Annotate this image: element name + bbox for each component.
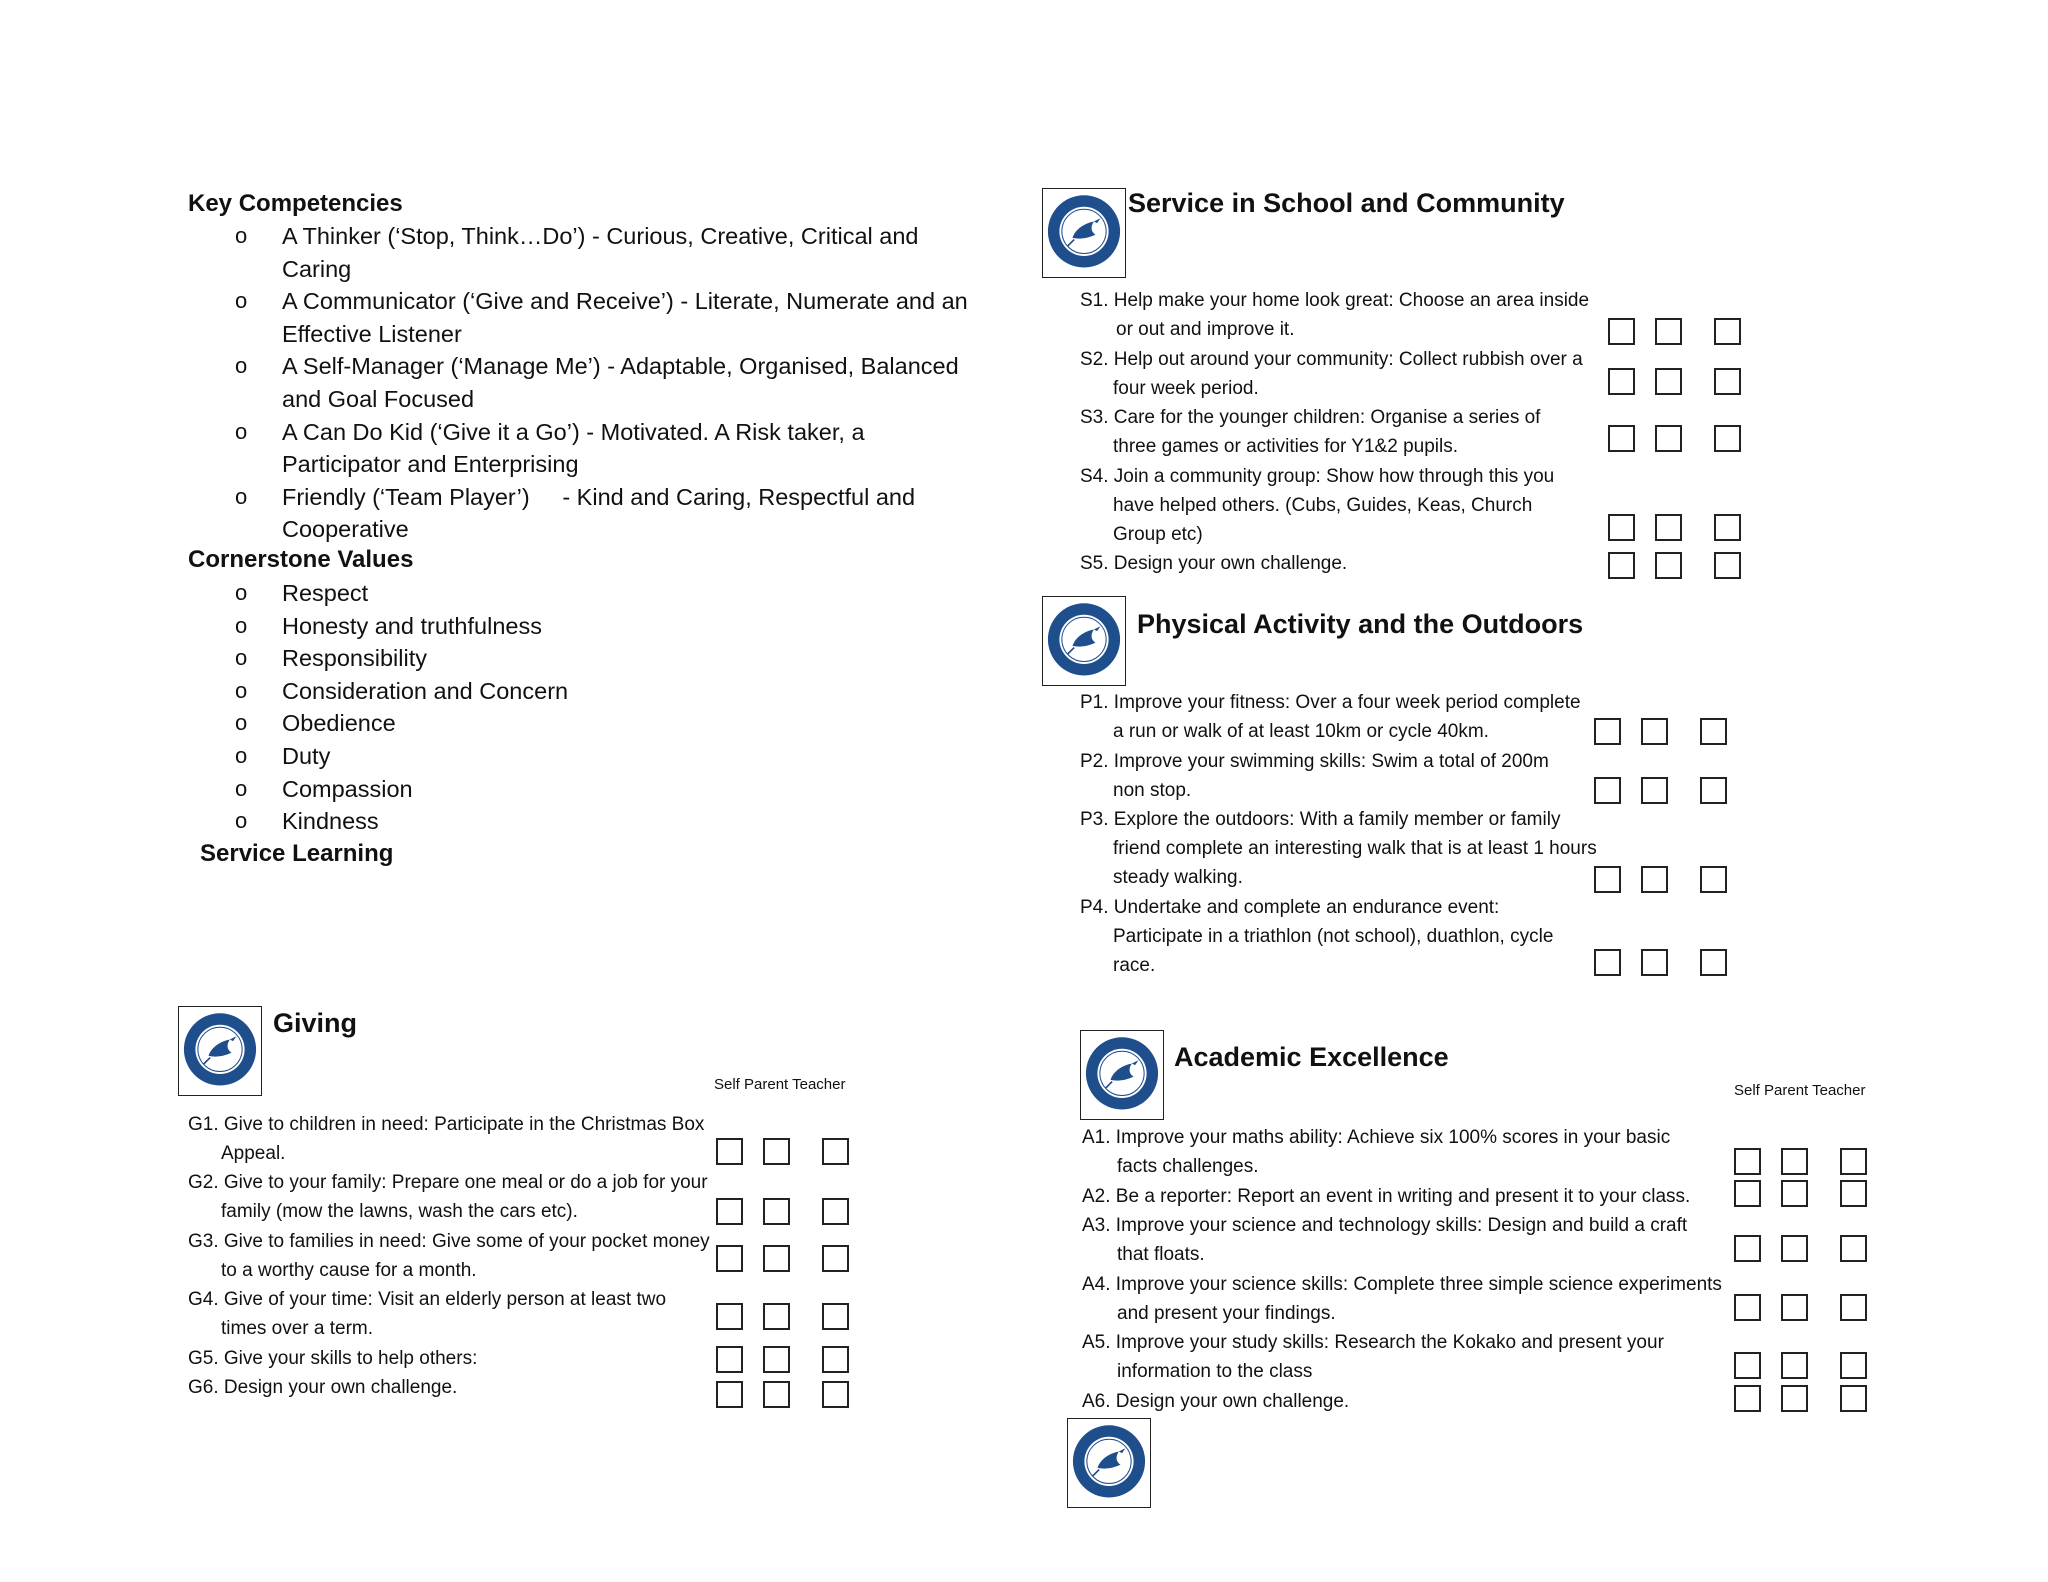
challenge-item-p3: P3. Explore the outdoors: With a family member or family friend complete an interesting walk that is at least 1 hours steady walking. [1080,809,1597,888]
checkbox-parent[interactable] [1641,777,1668,804]
challenge-item-a3: A3. Improve your science and technology skills: Design and build a craft that floats. [1082,1215,1688,1265]
school-logo [1080,1030,1164,1120]
checkbox-teacher[interactable] [1700,718,1727,745]
checkbox-parent[interactable] [1781,1385,1808,1412]
school-logo-icon [1068,1419,1150,1507]
checkbox-teacher[interactable] [1840,1294,1867,1321]
checkbox-teacher[interactable] [1700,777,1727,804]
bullet-icon: o [235,677,248,703]
checkbox-teacher[interactable] [1714,368,1741,395]
checkbox-parent[interactable] [1781,1294,1808,1321]
checkbox-teacher[interactable] [822,1198,849,1225]
checkbox-teacher[interactable] [822,1381,849,1408]
checkbox-parent[interactable] [1781,1352,1808,1379]
cornerstone-values-list [188,577,888,838]
giving-section-title: Giving [273,1008,358,1038]
checkbox-parent[interactable] [1641,949,1668,976]
challenge-item-a6: A6. Design your own challenge. [1082,1391,1350,1412]
checkbox-teacher[interactable] [1700,949,1727,976]
checkbox-parent[interactable] [1655,552,1682,579]
checkbox-parent[interactable] [1641,866,1668,893]
checkbox-parent[interactable] [1641,718,1668,745]
checkbox-self[interactable] [1734,1148,1761,1175]
checkbox-self[interactable] [1734,1235,1761,1262]
checkbox-teacher[interactable] [1714,552,1741,579]
checkbox-teacher[interactable] [822,1245,849,1272]
challenge-item-p4: P4. Undertake and complete an endurance event: Participate in a triathlon (not school), duathlon, cycle race. [1080,897,1554,976]
checkbox-self[interactable] [1608,425,1635,452]
checkbox-self[interactable] [716,1381,743,1408]
challenge-item-g2: G2. Give to your family: Prepare one meal or do a job for your family (mow the lawns, wash the cars etc). [188,1172,708,1222]
challenge-item-p1: P1. Improve your fitness: Over a four week period complete a run or walk of at least 10km or cycle 40km. [1080,692,1581,742]
list-item: o A Can Do Kid (‘Give it a Go’) - Motivated. A Risk taker, a Participator and Enterprising [188,416,1008,481]
checkbox-parent[interactable] [763,1381,790,1408]
challenge-item-g3: G3. Give to families in need: Give some of your pocket money to a worthy cause for a month. [188,1231,710,1281]
checkbox-self[interactable] [1594,777,1621,804]
challenge-item-g1: G1. Give to children in need: Participate in the Christmas Box Appeal. [188,1114,705,1164]
list-item: o Compassion [188,773,888,806]
challenge-item-g4: G4. Give of your time: Visit an elderly person at least two times over a term. [188,1289,667,1339]
checkbox-self[interactable] [1608,318,1635,345]
challenge-item-s5: S5. Design your own challenge. [1080,553,1348,574]
checkbox-self[interactable] [716,1245,743,1272]
checkbox-teacher[interactable] [1840,1352,1867,1379]
challenge-item-s4: S4. Join a community group: Show how through this you have helped others. (Cubs, Guides, Keas, Church Group etc) [1080,466,1555,545]
list-item: o Honesty and truthfulness [188,610,888,643]
checkbox-self[interactable] [1608,552,1635,579]
checkbox-teacher[interactable] [822,1346,849,1373]
challenge-item-a2: A2. Be a reporter: Report an event in writing and present it to your class. [1082,1186,1691,1207]
service-section-title: Service in School and Community [1128,188,1565,218]
list-item: o Duty [188,740,888,773]
service-learning-heading: Service Learning [200,840,394,867]
bullet-icon: o [235,742,248,768]
checkbox-teacher[interactable] [1700,866,1727,893]
checkbox-self[interactable] [1734,1294,1761,1321]
school-logo [1067,1418,1151,1508]
checkbox-self[interactable] [1608,514,1635,541]
checkbox-parent[interactable] [763,1138,790,1165]
checkbox-self[interactable] [1594,866,1621,893]
checkbox-teacher[interactable] [1840,1385,1867,1412]
checkbox-parent[interactable] [763,1245,790,1272]
checkbox-teacher[interactable] [1840,1148,1867,1175]
checkbox-self[interactable] [1608,368,1635,395]
checkbox-teacher[interactable] [822,1138,849,1165]
key-competencies-heading: Key Competencies [188,190,403,217]
challenge-item-a1: A1. Improve your maths ability: Achieve six 100% scores in your basic facts challenges. [1082,1127,1671,1177]
list-item: o Kindness [188,805,888,838]
checkbox-self[interactable] [1594,949,1621,976]
bullet-icon: o [235,612,248,638]
checkbox-self[interactable] [1734,1180,1761,1207]
challenge-item-s2: S2. Help out around your community: Collect rubbish over a four week period. [1080,349,1583,399]
checkbox-parent[interactable] [763,1303,790,1330]
cornerstone-values-heading: Cornerstone Values [188,546,414,573]
bullet-icon: o [235,580,248,605]
list-item: o Respect [188,577,888,610]
checkbox-parent[interactable] [1655,425,1682,452]
key-competencies-list [188,220,1008,546]
list-item: o Responsibility [188,642,888,675]
checkbox-self[interactable] [716,1138,743,1165]
bullet-icon: o [235,710,248,736]
bullet-icon: o [235,808,248,834]
checkbox-teacher[interactable] [1714,514,1741,541]
challenge-item-a4: A4. Improve your science skills: Complete three simple science experiments and present your findings. [1082,1274,1722,1324]
list-item: o Friendly (‘Team Player’) - Kind and Caring, Respectful and Cooperative [188,481,1008,546]
checkbox-self[interactable] [716,1198,743,1225]
checkbox-self[interactable] [716,1303,743,1330]
challenge-item-p2: P2. Improve your swimming skills: Swim a total of 200m non stop. [1080,751,1549,801]
checkbox-self[interactable] [1734,1352,1761,1379]
bullet-icon: o [235,418,248,444]
challenge-item-a5: A5. Improve your study skills: Research the Kokako and present your information to the class [1082,1332,1664,1382]
school-logo-icon [179,1007,261,1095]
school-logo-icon [1043,189,1125,277]
checkbox-parent[interactable] [1781,1148,1808,1175]
checkbox-parent[interactable] [1781,1180,1808,1207]
checkbox-self[interactable] [1594,718,1621,745]
challenge-item-s3: S3. Care for the younger children: Organise a series of three games or activities for Y1&2 pupils. [1080,407,1541,457]
academic-section-title: Academic Excellence [1174,1042,1449,1072]
school-logo [1042,596,1126,686]
list-item: o A Self-Manager (‘Manage Me’) - Adaptable, Organised, Balanced and Goal Focused [188,350,1008,415]
bullet-icon: o [235,645,248,671]
challenge-item-g5: G5. Give your skills to help others: [188,1348,478,1369]
list-item: o Consideration and Concern [188,675,888,708]
checkbox-teacher[interactable] [1840,1180,1867,1207]
school-logo [178,1006,262,1096]
bullet-icon: o [235,288,248,314]
challenge-item-s1: S1. Help make your home look great: Choose an area inside or out and improve it. [1080,290,1590,340]
checkbox-teacher[interactable] [1840,1235,1867,1262]
checkbox-teacher[interactable] [1714,318,1741,345]
bullet-icon: o [235,775,248,801]
checkbox-parent[interactable] [1655,368,1682,395]
bullet-icon: o [235,223,248,248]
giving-column-headers: Self Parent Teacher [714,1076,846,1093]
bullet-icon: o [235,353,248,379]
list-item: o A Communicator (‘Give and Receive’) - Literate, Numerate and an Effective Listener [188,285,1008,350]
checkbox-teacher[interactable] [822,1303,849,1330]
physical-section-title: Physical Activity and the Outdoors [1137,609,1584,639]
list-item: o Obedience [188,707,888,740]
checkbox-parent[interactable] [1655,514,1682,541]
school-logo-icon [1081,1031,1163,1119]
checkbox-parent[interactable] [1655,318,1682,345]
challenge-item-g6: G6. Design your own challenge. [188,1377,458,1398]
checkbox-teacher[interactable] [1714,425,1741,452]
checkbox-self[interactable] [1734,1385,1761,1412]
checkbox-parent[interactable] [763,1198,790,1225]
checkbox-parent[interactable] [1781,1235,1808,1262]
school-logo-icon [1043,597,1125,685]
list-item: o A Thinker (‘Stop, Think…Do’) - Curious, Creative, Critical and Caring [188,220,1008,285]
bullet-icon: o [235,483,248,509]
checkbox-parent[interactable] [763,1346,790,1373]
school-logo [1042,188,1126,278]
academic-column-headers: Self Parent Teacher [1734,1082,1866,1099]
checkbox-self[interactable] [716,1346,743,1373]
